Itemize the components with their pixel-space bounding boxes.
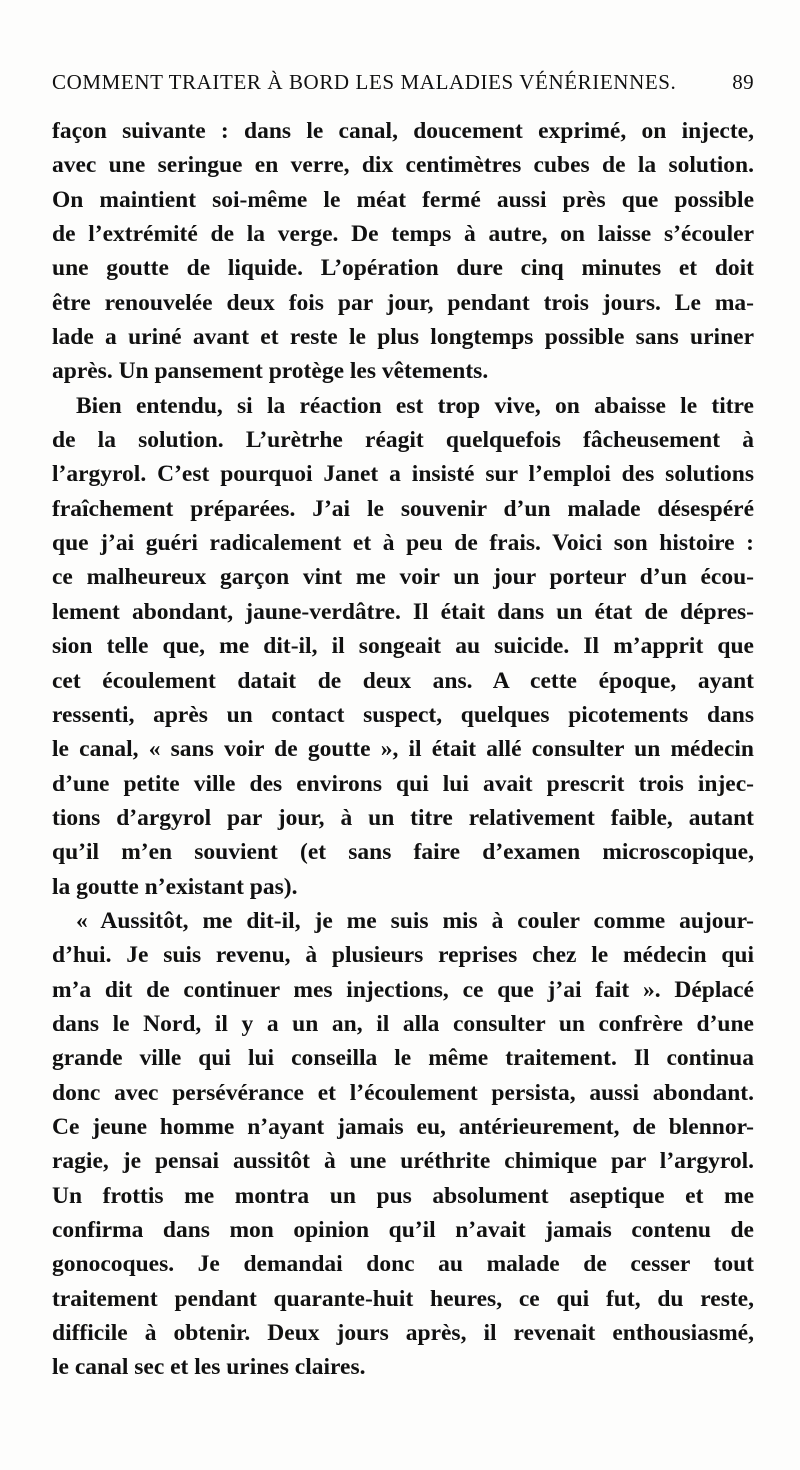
text-line: le canal, « sans voir de goutte », il était allé consulter un médecin	[52, 736, 754, 763]
text-line: tions d’argyrol par jour, à un titre relativement faible, autant	[52, 804, 754, 831]
text-line: d’hui. Je suis revenu, à plusieurs reprises chez le médecin qui	[52, 942, 754, 969]
text-line: lement abondant, jaune-verdâtre. Il était dans un état de dépres-	[52, 598, 754, 625]
text-line: ce malheureux garçon vint me voir un jour porteur d’un écou-	[52, 564, 754, 591]
text-line: dans le Nord, il y a un an, il alla consulter un confrère d’une	[52, 1010, 754, 1037]
text-line: On maintient soi-même le méat fermé aussi près que possible	[52, 186, 754, 213]
text-line: ressenti, après un contact suspect, quelques picotements dans	[52, 701, 754, 728]
text-line: fraîchement préparées. J’ai le souvenir d’un malade désespéré	[52, 495, 754, 522]
text-line: confirma dans mon opinion qu’il n’avait jamais contenu de	[52, 1217, 754, 1243]
text-line: être renouvelée deux fois par jour, pendant trois jours. Le ma-	[52, 289, 754, 316]
text-line: m’a dit de continuer mes injections, ce que j’ai fait ». Déplacé	[52, 976, 754, 1003]
text-line: donc avec persévérance et l’écoulement persista, aussi abondant.	[52, 1079, 754, 1106]
text-line: « Aussitôt, me dit-il, je me suis mis à couler comme aujour-	[76, 907, 754, 934]
page-header	[52, 70, 754, 106]
text-line: façon suivante : dans le canal, doucement exprimé, on injecte,	[52, 118, 754, 144]
text-line: grande ville qui lui conseilla le même traitement. Il continua	[52, 1045, 754, 1072]
text-line: Un frottis me montra un pus absolument aseptique et me	[52, 1182, 754, 1209]
text-line: traitement pendant quarante-huit heures, ce qui fut, du reste,	[52, 1285, 754, 1312]
text-line: Ce jeune homme n’ayant jamais eu, antérieurement, de blennor-	[52, 1113, 754, 1140]
text-line: d’une petite ville des environs qui lui avait prescrit trois injec-	[52, 770, 754, 797]
text-line: lade a uriné avant et reste le plus longtemps possible sans uriner	[52, 324, 754, 351]
text-line: sion telle que, me dit-il, il songeait au suicide. Il m’apprit que	[52, 633, 754, 660]
text-line: de l’extrémité de la verge. De temps à autre, on laisse s’écouler	[52, 221, 754, 248]
text-line: difficile à obtenir. Deux jours après, il revenait enthousiasmé,	[52, 1320, 754, 1347]
text-line: ragie, je pensai aussitôt à une uréthrite chimique par l’argyrol.	[52, 1148, 754, 1175]
text-line: avec une seringue en verre, dix centimètres cubes de la solution.	[52, 152, 754, 179]
body-text	[52, 114, 754, 1385]
text-line: de la solution. L’urètrhe réagit quelquefois fâcheusement à	[52, 427, 754, 454]
text-line: cet écoulement datait de deux ans. A cette époque, ayant	[52, 667, 754, 694]
running-title: COMMENT TRAITER À BORD LES MALADIES VÉNÉRIENNES.	[52, 70, 677, 94]
text-line: le canal sec et les urines claires.	[52, 1354, 366, 1381]
text-line: que j’ai guéri radicalement et à peu de frais. Voici son histoire :	[52, 530, 754, 557]
text-line: Bien entendu, si la réaction est trop vive, on abaisse le titre	[76, 392, 754, 419]
text-line: une goutte de liquide. L’opération dure cinq minutes et doit	[52, 255, 754, 282]
text-line: la goutte n’existant pas).	[52, 873, 298, 900]
page-number: 89	[732, 70, 754, 94]
text-line: l’argyrol. C’est pourquoi Janet a insisté sur l’emploi des solutions	[52, 461, 754, 488]
text-line: gonocoques. Je demandai donc au malade de cesser tout	[52, 1251, 754, 1278]
text-line: qu’il m’en souvient (et sans faire d’examen microscopique,	[52, 839, 754, 866]
text-line: après. Un pansement protège les vêtements.	[52, 358, 489, 385]
